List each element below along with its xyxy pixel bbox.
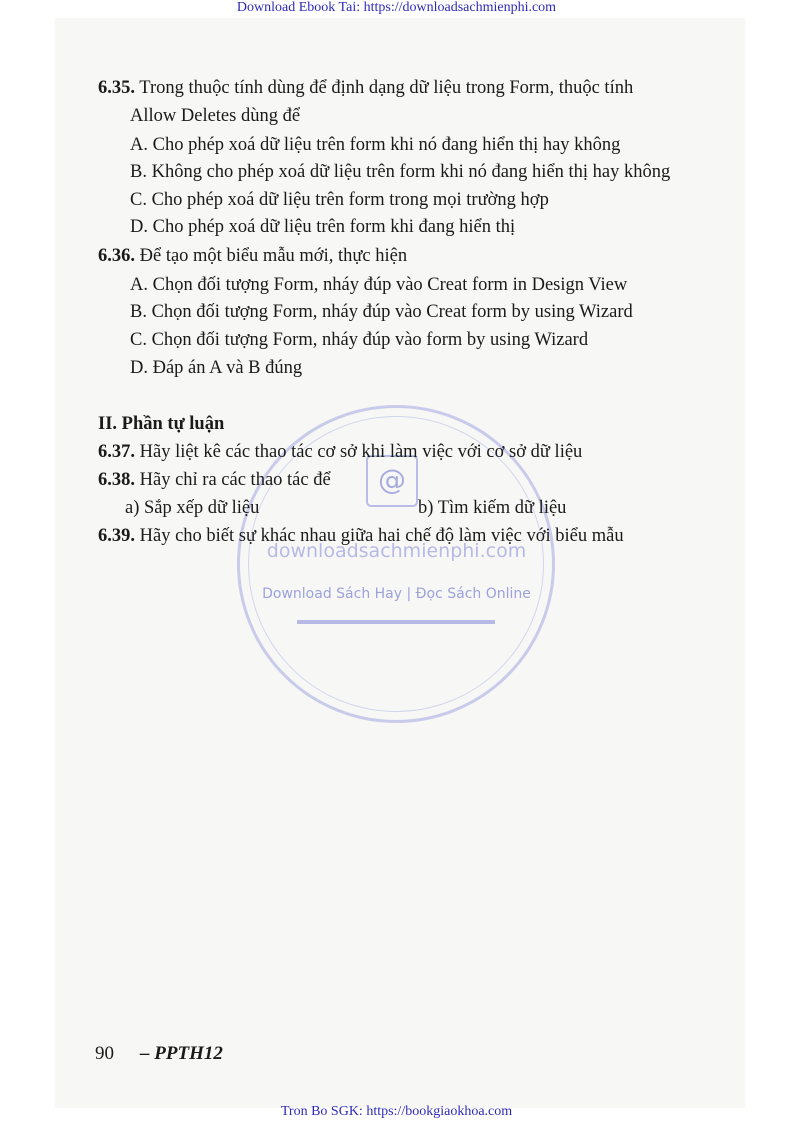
header-link[interactable]: Download Ebook Tai: https://downloadsachmienphi.com: [236, 0, 557, 15]
option-a: A. Cho phép xoá dữ liệu trên form khi nó đang hiển thị hay không: [130, 135, 621, 155]
page-number: 90: [95, 1043, 114, 1064]
option-b: B. Không cho phép xoá dữ liệu trên form khi nó đang hiển thị hay không: [130, 162, 671, 182]
question-number: 6.37.: [98, 442, 135, 462]
question-number: 6.35.: [98, 78, 135, 98]
subitem-a: a) Sắp xếp dữ liệu: [125, 498, 260, 518]
question-6-39: [98, 524, 624, 548]
question-text: Trong thuộc tính dùng để định dạng dữ liệu trong Form, thuộc tính: [135, 78, 634, 98]
option-b: B. Chọn đối tượng Form, nháy đúp vào Creat form by using Wizard: [130, 302, 633, 322]
question-6-35: [98, 76, 633, 100]
watermark-bar: [297, 620, 495, 624]
footer-link[interactable]: Tron Bo SGK: https://bookgiaokhoa.com: [280, 1104, 513, 1119]
question-text: Để tạo một biểu mẫu mới, thực hiện: [135, 246, 408, 266]
book-at-icon: @: [366, 455, 418, 507]
question-text-cont: Allow Deletes dùng để: [130, 106, 301, 126]
question-text: Hãy liệt kê các thao tác cơ sở khi làm việc với cơ sở dữ liệu: [135, 442, 583, 462]
watermark-site: downloadsachmienphi.com: [266, 540, 527, 562]
option-c: C. Chọn đối tượng Form, nháy đúp vào form by using Wizard: [130, 330, 589, 350]
question-6-37: [98, 440, 582, 464]
watermark-tagline: Download Sách Hay | Đọc Sách Online: [262, 586, 531, 602]
option-d: D. Đáp án A và B đúng: [130, 358, 303, 378]
page-code: – PPTH12: [140, 1043, 223, 1064]
question-6-38: [98, 468, 331, 492]
question-number: 6.36.: [98, 246, 135, 266]
question-number: 6.38.: [98, 470, 135, 490]
question-6-36: [98, 244, 407, 268]
subitem-b: b) Tìm kiếm dữ liệu: [418, 498, 567, 518]
option-d: D. Cho phép xoá dữ liệu trên form khi đang hiển thị: [130, 217, 516, 237]
section-heading: II. Phần tự luận: [98, 414, 225, 434]
option-c: C. Cho phép xoá dữ liệu trên form trong mọi trường hợp: [130, 190, 549, 210]
question-number: 6.39.: [98, 526, 135, 546]
option-a: A. Chọn đối tượng Form, nháy đúp vào Creat form in Design View: [130, 275, 628, 295]
question-text: Hãy cho biết sự khác nhau giữa hai chế độ làm việc với biểu mẫu: [135, 526, 624, 546]
question-text: Hãy chỉ ra các thao tác để: [135, 470, 331, 490]
